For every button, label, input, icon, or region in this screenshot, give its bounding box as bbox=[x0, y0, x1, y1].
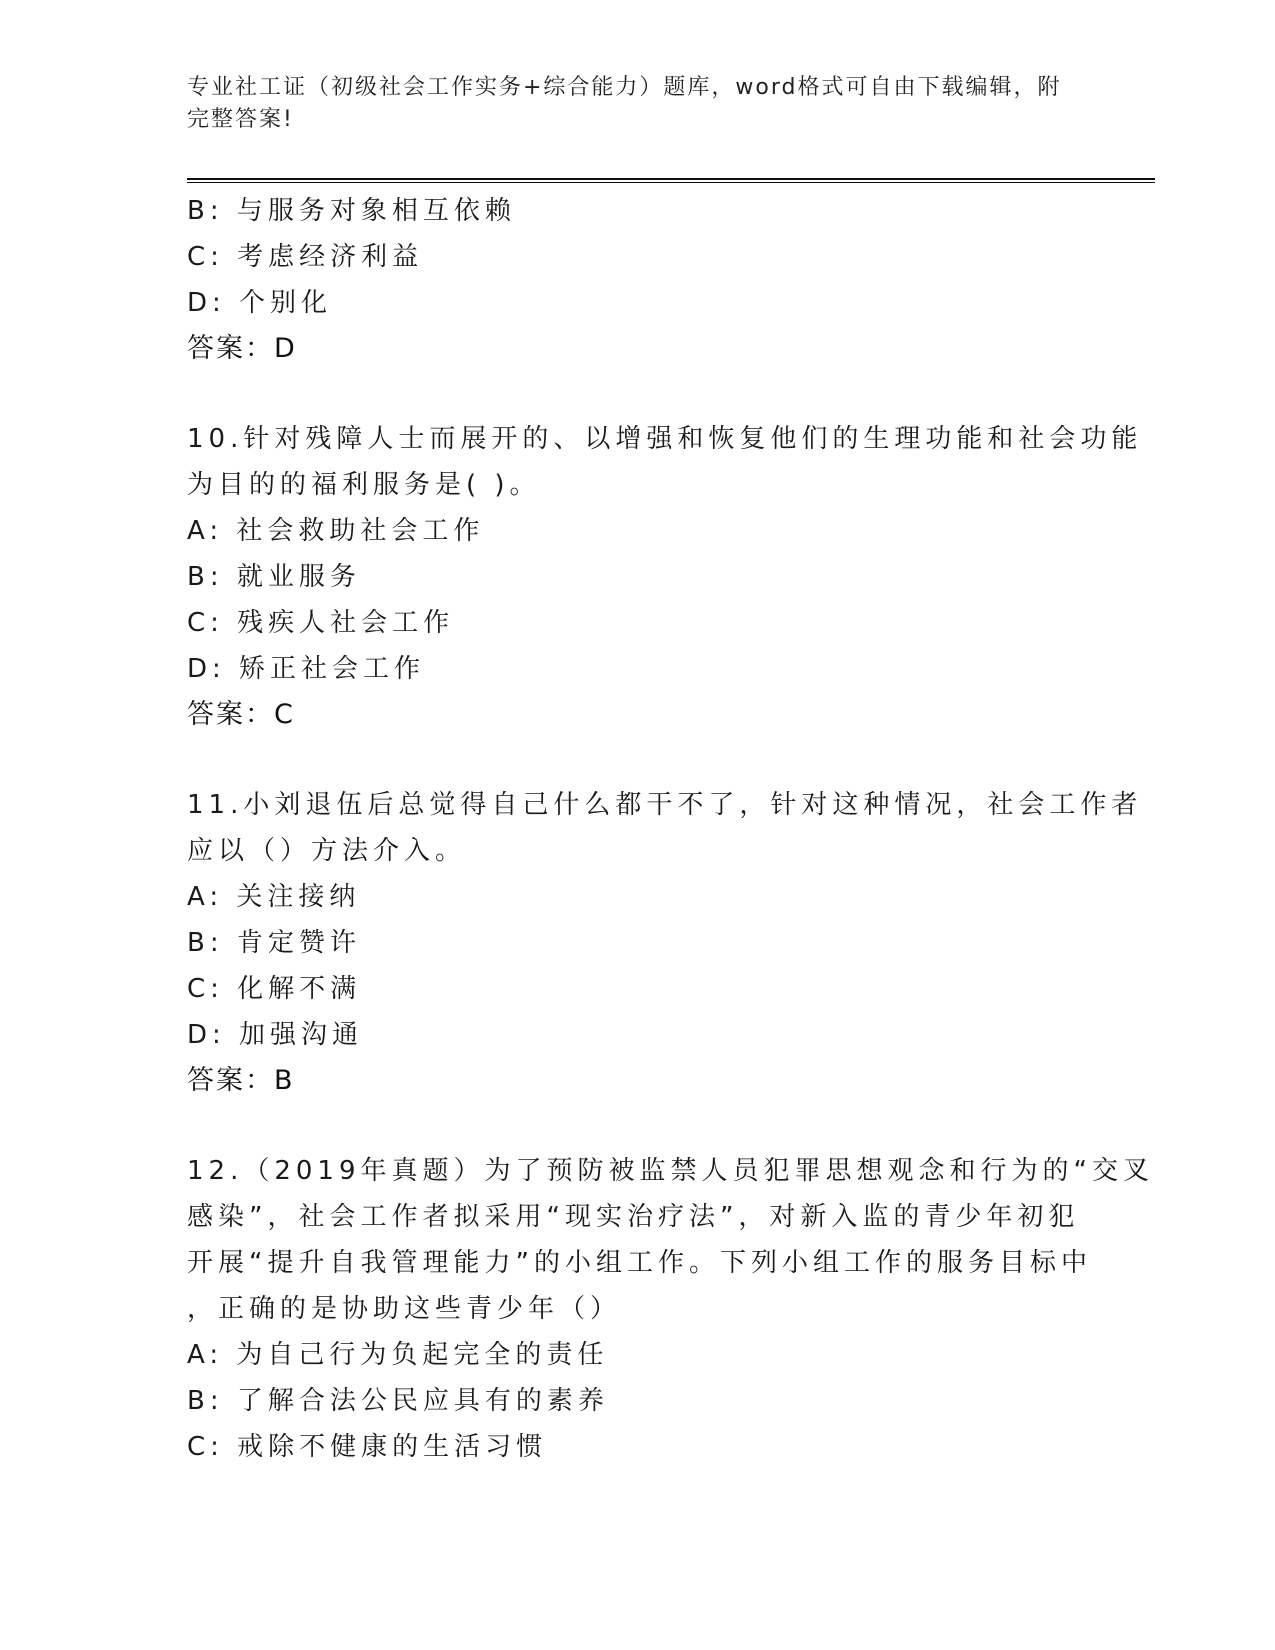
answer-line: 答案：D bbox=[187, 333, 297, 364]
answer-line: 答案：C bbox=[187, 699, 295, 730]
header-line-1: 专业社工证（初级社会工作实务+综合能力）题库，word格式可自由下载编辑，附 bbox=[187, 75, 1062, 100]
question-10 bbox=[187, 416, 1143, 738]
question-line: 为目的的福利服务是( )。 bbox=[187, 470, 541, 500]
question-line: 11.小刘退伍后总觉得自己什么都干不了，针对这种情况，社会工作者 bbox=[187, 790, 1143, 820]
page-header bbox=[187, 72, 1087, 136]
question-line: ，正确的是协助这些青少年（） bbox=[187, 1294, 622, 1324]
option-c: C: 考虑经济利益 bbox=[187, 242, 424, 272]
question-text bbox=[187, 416, 1143, 508]
question-line: 应以（）方法介入。 bbox=[187, 836, 467, 866]
prev-question bbox=[187, 188, 1107, 372]
question-12 bbox=[187, 1148, 1154, 1470]
question-line: 10.针对残障人士而展开的、以增强和恢复他们的生理功能和社会功能 bbox=[187, 424, 1143, 454]
document-body bbox=[187, 188, 1154, 1470]
option-a: A: 关注接纳 bbox=[187, 882, 361, 912]
spacer bbox=[187, 1104, 1107, 1148]
option-d: D: 个别化 bbox=[187, 288, 333, 318]
option-b: B: 与服务对象相互依赖 bbox=[187, 196, 516, 226]
header-divider bbox=[187, 178, 1155, 183]
option-d: D: 矫正社会工作 bbox=[187, 654, 426, 684]
answer-line: 答案：B bbox=[187, 1065, 295, 1096]
option-a: A: 为自己行为负起完全的责任 bbox=[187, 1340, 609, 1370]
question-line: 12.（2019年真题）为了预防被监禁人员犯罪思想观念和行为的“交叉 bbox=[187, 1156, 1154, 1186]
option-c: C: 戒除不健康的生活习惯 bbox=[187, 1432, 548, 1462]
question-line: 感染”，社会工作者拟采用“现实治疗法”，对新入监的青少年初犯 bbox=[187, 1202, 1080, 1232]
option-b: B: 了解合法公民应具有的素养 bbox=[187, 1386, 609, 1416]
question-text bbox=[187, 782, 1143, 874]
header-line-2: 完整答案! bbox=[187, 107, 294, 132]
spacer bbox=[187, 372, 1107, 416]
option-b: B: 肯定赞许 bbox=[187, 928, 361, 958]
spacer bbox=[187, 738, 1107, 782]
option-c: C: 化解不满 bbox=[187, 974, 362, 1004]
option-b: B: 就业服务 bbox=[187, 562, 361, 592]
option-a: A: 社会救助社会工作 bbox=[187, 516, 485, 546]
option-d: D: 加强沟通 bbox=[187, 1020, 364, 1050]
option-c: C: 残疾人社会工作 bbox=[187, 608, 455, 638]
question-line: 开展“提升自我管理能力”的小组工作。下列小组工作的服务目标中 bbox=[187, 1248, 1092, 1278]
question-text bbox=[187, 1148, 1154, 1332]
question-11 bbox=[187, 782, 1143, 1104]
